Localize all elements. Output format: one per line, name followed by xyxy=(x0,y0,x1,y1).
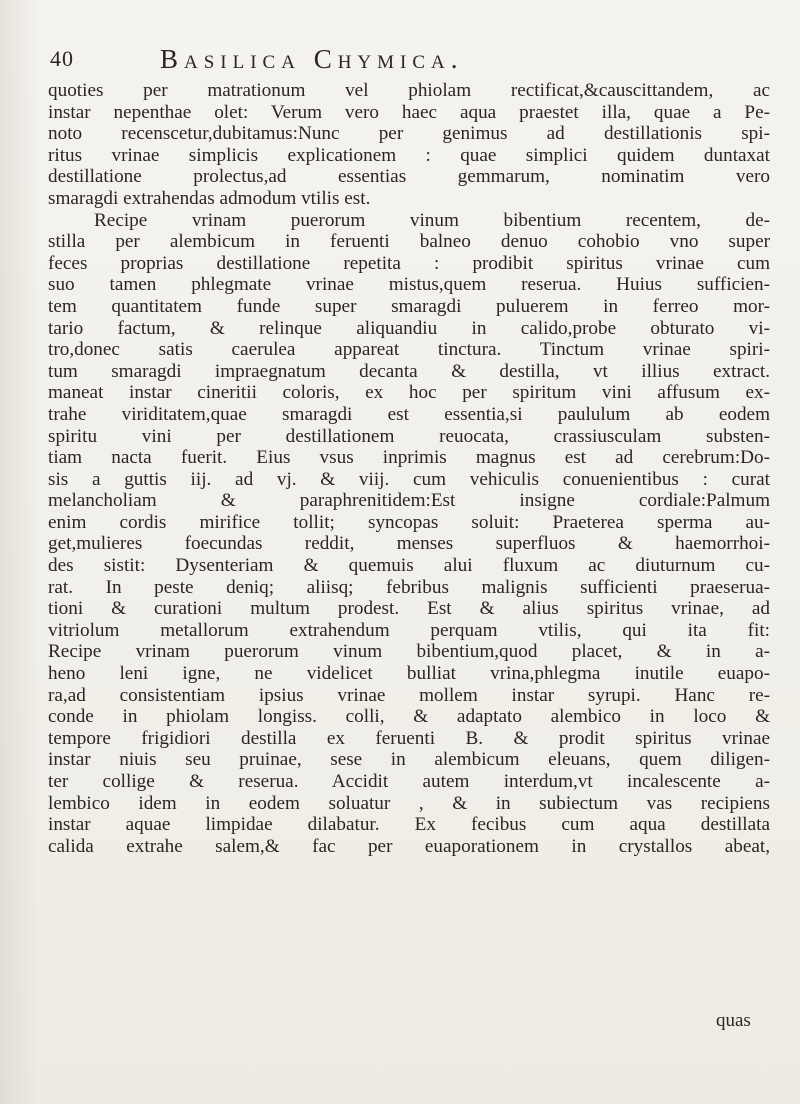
text-line: maneat instar cineritii coloris, ex hoc per spiritum vini affusum ex- xyxy=(48,382,770,404)
text-line: stilla per alembicum in feruenti balneo denuo cohobio vno super xyxy=(48,231,770,253)
text-line: get,mulieres foecundas reddit, menses superfluos & haemorrhoi- xyxy=(48,533,770,555)
text-line: tioni & curationi multum prodest. Est & alius spiritus vrinae, ad xyxy=(48,598,770,620)
text-line: trahe viriditatem,quae smaragdi est essentia,si paululum ab eodem xyxy=(48,403,770,425)
text-line: suo tamen phlegmate vrinae mistus,quem reserua. Huius sufficien- xyxy=(48,274,770,296)
text-line: tem quantitatem funde super smaragdi puluerem in ferreo mor- xyxy=(48,295,770,317)
text-line: tempore frigidiori destilla ex feruenti B. & prodit spiritus vrinae xyxy=(48,727,770,749)
text-line: sis a guttis iij. ad vj. & viij. cum vehiculis conuenientibus : curat xyxy=(48,468,770,490)
text-line: ter collige & reserua. Accidit autem interdum,vt incalescente a- xyxy=(48,771,770,792)
text-line: instar aquae limpidae dilabatur. Ex fecibus cum aqua destillata xyxy=(48,814,770,836)
text-line: spiritu vini per destillationem reuocata, crassiusculam substen- xyxy=(48,425,770,447)
text-line: heno leni igne, ne videlicet bulliat vrina,phlegma inutile euapo- xyxy=(48,663,770,685)
text-line: instar niuis seu pruinae, sese in alembicum eleuans, quem diligen- xyxy=(48,749,770,771)
page-number: 40 xyxy=(50,46,74,71)
text-line: vitriolum metallorum extrahendum perquam vtilis, qui ita fit: xyxy=(48,619,770,641)
text-line: tro,donec satis caerulea appareat tinctura. Tinctum vrinae spiri- xyxy=(48,339,770,361)
text-line: destillatione prolectus,ad essentias gemmarum, nominatim vero xyxy=(48,166,770,188)
text-line: quoties per matrationum vel phiolam rectificat,&causcittandem, ac xyxy=(48,80,770,101)
text-line: tario factum, & relinque aliquandiu in calido,probe obturato vi- xyxy=(48,317,770,339)
text-line: smaragdi extrahendas admodum vtilis est. xyxy=(48,187,371,209)
text-line: Recipe vrinam puerorum vinum bibentium,quod placet, & in a- xyxy=(48,641,770,663)
text-line: ra,ad consistentiam ipsius vrinae mollem instar syrupi. Hanc re- xyxy=(48,684,770,706)
text-line: ritus vrinae simplicis explicationem : quae simplici quidem duntaxat xyxy=(48,144,770,166)
text-line: noto recenscetur,dubitamus:Nunc per genimus ad destillationis spi- xyxy=(48,123,770,145)
text-line: feces proprias destillatione repetita : prodibit spiritus vrinae cum xyxy=(48,252,770,274)
running-title: Basilica Chymica. xyxy=(160,44,464,74)
catchword: quas xyxy=(716,1010,751,1031)
text-line: rat. In peste deniq; aliisq; febribus malignis sufficienti praeserua- xyxy=(48,576,770,598)
text-line: conde in phiolam longiss. colli, & adaptato alembico in loco & xyxy=(48,706,770,728)
text-line: enim cordis mirifice tollit; syncopas soluit: Praeterea sperma au- xyxy=(48,511,770,533)
gutter-shadow xyxy=(0,0,40,1104)
text-line: calida extrahe salem,& fac per euaporationem in crystallos abeat, xyxy=(48,835,770,857)
body-text xyxy=(48,80,770,857)
text-line: Recipe vrinam puerorum vinum bibentium recentem, de- xyxy=(94,209,770,231)
text-line: melancholiam & paraphrenitidem:Est insigne cordiale:Palmum xyxy=(48,490,770,512)
text-line: tum smaragdi impraegnatum decanta & destilla, vt illius extract. xyxy=(48,360,770,382)
text-line: tiam nacta fuerit. Eius vsus inprimis magnus est ad cerebrum:Do- xyxy=(48,447,770,469)
page-header xyxy=(50,44,770,76)
text-line: des sistit: Dysenteriam & quemuis alui fluxum ac diuturnum cu- xyxy=(48,555,770,577)
text-line: lembico idem in eodem soluatur , & in subiectum vas recipiens xyxy=(48,792,770,814)
text-line: instar nepenthae olet: Verum vero haec aqua praestet illa, quae a Pe- xyxy=(48,101,770,123)
